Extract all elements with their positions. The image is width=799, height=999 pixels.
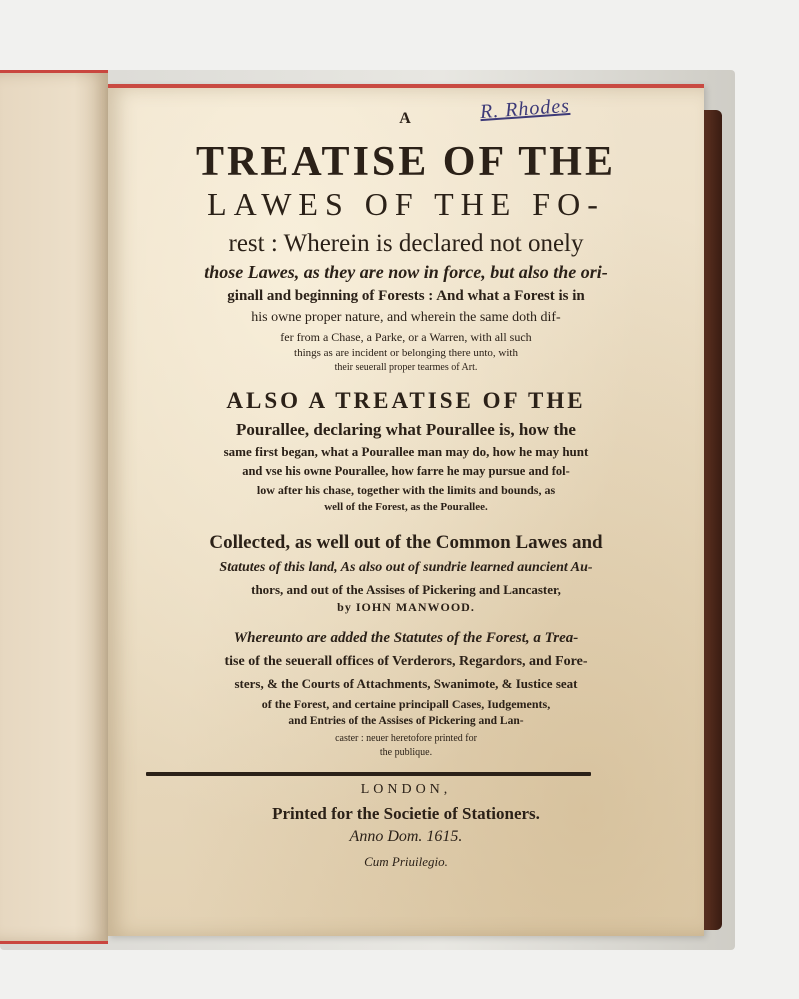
imprint-publisher: Printed for the Societie of Stationers. (272, 804, 540, 823)
title-line: and vse his owne Pourallee, how farre he may pursue and fol- (242, 464, 570, 478)
title-line: ALSO A TREATISE OF THE (226, 388, 586, 413)
title-line: and Entries of the Assises of Pickering and Lan- (288, 715, 524, 727)
title-line: Statutes of this land, As also out of sundrie learned auncient Au- (219, 560, 593, 575)
title-line: TREATISE OF THE (195, 139, 616, 185)
title-page (108, 84, 704, 936)
title-line: A (399, 110, 413, 127)
title-line: low after his chase, together with the limits and bounds, as (256, 483, 556, 497)
title-line: his owne proper nature, and wherein the same doth dif- (251, 310, 561, 325)
title-line: LAWES OF THE FO- (207, 186, 605, 222)
imprint-place: LONDON, (360, 782, 452, 797)
title-line: well of the Forest, as the Pourallee. (324, 501, 488, 513)
title-line: rest : Wherein is declared not onely (228, 230, 584, 257)
title-line: ginall and beginning of Forests : And what a Forest is in (227, 288, 585, 304)
title-line: those Lawes, as they are now in force, but also the ori- (204, 262, 608, 282)
title-line: Collected, as well out of the Common Lawes and (209, 532, 603, 553)
title-line: tise of the seuerall offices of Verderors, Regardors, and Fore- (224, 654, 588, 669)
left-page (0, 70, 108, 944)
imprint-privilege: Cum Priuilegio. (364, 854, 448, 869)
title-line: sters, & the Courts of Attachments, Swanimote, & Iustice seat (234, 676, 578, 691)
title-line: the publique. (379, 747, 433, 758)
title-line: same first began, what a Pourallee man may do, how he may hunt (223, 444, 589, 459)
divider-rule (146, 772, 591, 776)
title-line: things as are incident or belonging there unto, with (294, 347, 518, 359)
title-line: Whereunto are added the Statutes of the Forest, a Trea- (233, 630, 579, 646)
ownership-signature: R. Rhodes (479, 94, 571, 124)
title-line: of the Forest, and certaine principall Cases, Iudgements, (261, 697, 551, 711)
imprint-date: Anno Dom. 1615. (349, 828, 463, 845)
title-line: thors, and out of the Assises of Pickering and Lancaster, (251, 582, 561, 597)
title-line: Pourallee, declaring what Pourallee is, how the (236, 420, 576, 439)
author-line: by IOHN MANWOOD. (337, 600, 475, 614)
title-line: caster : neuer heretofore printed for (335, 733, 477, 744)
title-line: their seuerall proper tearmes of Art. (334, 362, 478, 373)
title-line: fer from a Chase, a Parke, or a Warren, with all such (280, 330, 532, 344)
